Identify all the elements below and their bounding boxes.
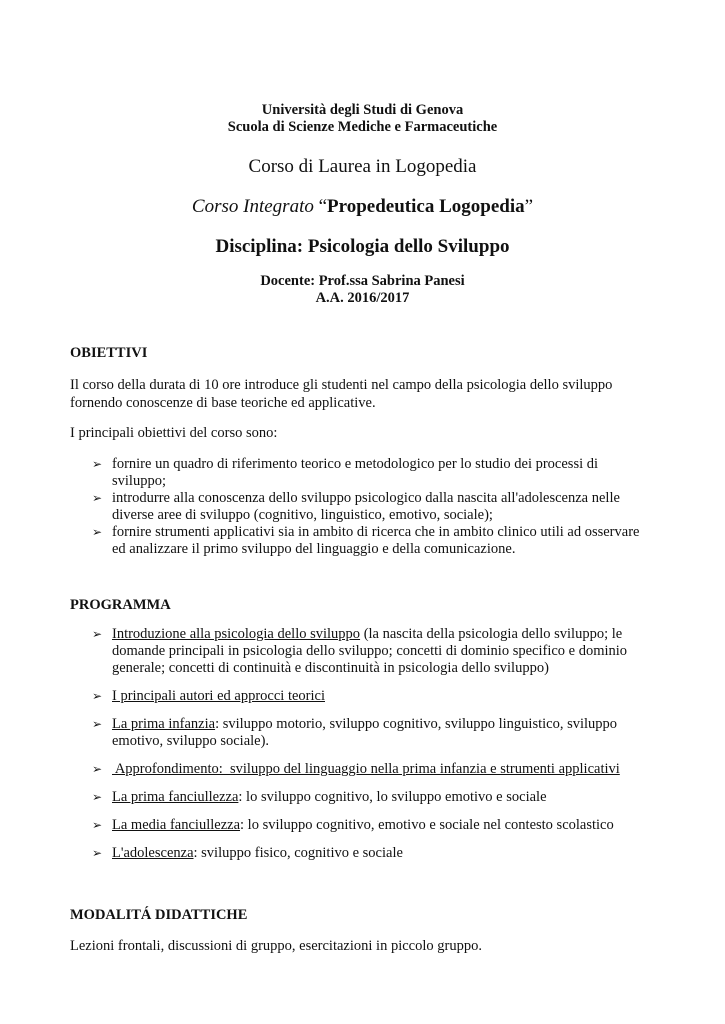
program-topic: La prima fanciullezza bbox=[112, 789, 239, 805]
course-title: Corso di Laurea in Logopedia bbox=[248, 156, 477, 177]
item-line: ed analizzare il primo sviluppo del linguaggio e della comunicazione. bbox=[112, 541, 516, 557]
arrow-bullet-icon: ➢ bbox=[92, 627, 103, 641]
intro-line: fornendo conoscenze di base teoriche ed applicative. bbox=[70, 395, 376, 411]
school-name: Scuola di Scienze Mediche e Farmaceutiche bbox=[227, 119, 498, 135]
integrated-course bbox=[0, 196, 725, 218]
section-title-modalita: MODALITÁ DIDATTICHE bbox=[70, 907, 248, 923]
list-item bbox=[92, 456, 652, 490]
discipline-title: Disciplina: Psicologia dello Sviluppo bbox=[215, 236, 510, 257]
item-line: domande principali in psicologia dello sviluppo; concetti di dominio specifico e dominio bbox=[112, 643, 628, 659]
list-item bbox=[92, 688, 652, 705]
arrow-bullet-icon: ➢ bbox=[92, 818, 103, 832]
item-line: fornire strumenti applicativi sia in ambito di ricerca che in ambito clinico utili ad osservare bbox=[112, 524, 640, 540]
arrow-bullet-icon: ➢ bbox=[92, 491, 103, 505]
programma-list bbox=[92, 626, 652, 862]
list-item bbox=[92, 626, 652, 677]
integrated-prefix: Corso Integrato bbox=[191, 196, 314, 217]
item-line: introdurre alla conoscenza dello sviluppo psicologico dalla nascita all'adolescenza nelle bbox=[112, 490, 620, 506]
close-quote: ” bbox=[524, 196, 534, 217]
section-title-obiettivi: OBIETTIVI bbox=[70, 345, 148, 361]
item-line: fornire un quadro di riferimento teorico e metodologico per lo studio dei processi di bbox=[112, 456, 599, 472]
university-name: Università degli Studi di Genova bbox=[261, 102, 464, 118]
list-item bbox=[92, 789, 652, 806]
arrow-bullet-icon: ➢ bbox=[92, 457, 103, 471]
program-topic: La prima infanzia bbox=[112, 716, 216, 732]
obiettivi-intro bbox=[70, 376, 645, 412]
list-item bbox=[92, 490, 652, 524]
arrow-bullet-icon: ➢ bbox=[92, 846, 103, 860]
item-line: generale; concetti di continuità e discontinuità in psicologia dello sviluppo) bbox=[112, 660, 549, 676]
item-line: emotivo, sviluppo sociale). bbox=[112, 733, 270, 749]
arrow-bullet-icon: ➢ bbox=[92, 689, 103, 703]
academic-year: A.A. 2016/2017 bbox=[315, 290, 410, 306]
arrow-bullet-icon: ➢ bbox=[92, 790, 103, 804]
intro-line: Il corso della durata di 10 ore introduce gli studenti nel campo della psicologia dello sviluppo bbox=[70, 377, 613, 393]
section-title-programma: PROGRAMMA bbox=[70, 597, 171, 613]
program-detail: (la nascita della psicologia dello sviluppo; le bbox=[360, 626, 623, 642]
list-item bbox=[92, 716, 652, 750]
program-topic: I principali autori ed approcci teorici bbox=[112, 688, 325, 704]
list-item bbox=[92, 524, 652, 558]
item-line: sviluppo; bbox=[112, 473, 166, 489]
program-topic: La media fanciullezza bbox=[112, 817, 241, 833]
program-detail: : lo sviluppo cognitivo, emotivo e sociale nel contesto scolastico bbox=[240, 817, 614, 833]
modalita-text: Lezioni frontali, discussioni di gruppo, esercitazioni in piccolo gruppo. bbox=[70, 938, 482, 954]
obiettivi-lead: I principali obiettivi del corso sono: bbox=[70, 425, 278, 441]
arrow-bullet-icon: ➢ bbox=[92, 762, 103, 776]
list-item bbox=[92, 817, 652, 834]
list-item bbox=[92, 761, 652, 778]
list-item bbox=[92, 845, 652, 862]
obiettivi-list bbox=[92, 456, 652, 558]
program-topic: L'adolescenza bbox=[112, 845, 194, 861]
program-topic: Introduzione alla psicologia dello sviluppo bbox=[112, 626, 361, 642]
program-detail: : sviluppo motorio, sviluppo cognitivo, sviluppo linguistico, sviluppo bbox=[215, 716, 618, 732]
program-detail: : sviluppo fisico, cognitivo e sociale bbox=[193, 845, 403, 861]
integrated-name: Propedeutica Logopedia bbox=[327, 196, 525, 217]
item-line: diverse aree di sviluppo (cognitivo, linguistico, emotivo, sociale); bbox=[112, 507, 493, 523]
open-quote: “ bbox=[318, 196, 328, 217]
arrow-bullet-icon: ➢ bbox=[92, 717, 103, 731]
program-detail: : lo sviluppo cognitivo, lo sviluppo emotivo e sociale bbox=[238, 789, 547, 805]
program-topic: Approfondimento: sviluppo del linguaggio nella prima infanzia e strumenti applicativi bbox=[112, 761, 620, 777]
arrow-bullet-icon: ➢ bbox=[92, 525, 103, 539]
teacher-name: Docente: Prof.ssa Sabrina Panesi bbox=[260, 273, 465, 289]
